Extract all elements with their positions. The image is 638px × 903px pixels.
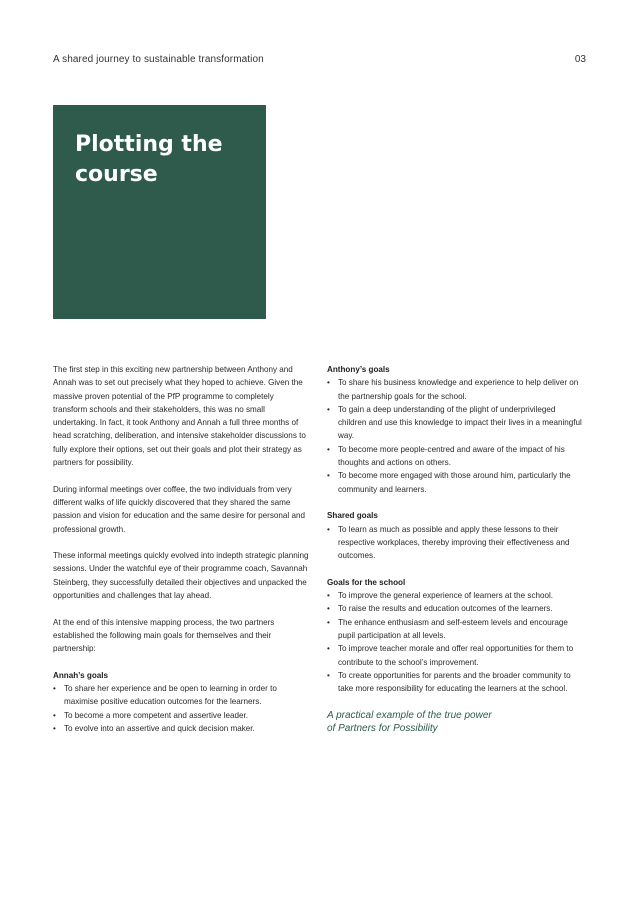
shared-goals-list: [327, 523, 585, 563]
list-item: • To create opportunities for parents and the broader community to take more responsibility for educating the learners at the school.: [327, 669, 585, 696]
annah-goals-list: [53, 682, 309, 735]
left-column: [53, 363, 309, 749]
body-paragraph: The first step in this exciting new partnership between Anthony and Annah was to set out precisely what they hoped to achieve. Given the massive proven potential of the PfP programme to completely transform schools and their stakeholders, this was no small undertaking. In fact, it took Anthony and Annah a full three months of head scratching, deliberation, and intensive stakeholder discussions to fully explore their options, set out their goals and plot their strategy as partners for possibility.: [53, 365, 306, 468]
page-number: 03: [574, 54, 586, 65]
list-item: • To raise the results and education outcomes of the learners.: [327, 602, 585, 615]
body-paragraph: At the end of this intensive mapping process, the two partners established the following main goals for themselves and their partnership:: [53, 617, 275, 654]
section-title-box: [53, 105, 266, 319]
shared-goals-heading: Shared goals: [327, 511, 378, 521]
list-item: • To share her experience and be open to learning in order to maximise positive education outcomes for the learners.: [53, 682, 309, 709]
body-paragraph: These informal meetings quickly evolved into indepth strategic planning sessions. Under the watchful eye of their programme coach, Savannah Steinberg, they successfully detailed their objectives and unpacked the opportunities and challenges that lay ahead.: [53, 551, 309, 601]
page-header-title: A shared journey to sustainable transformation: [53, 54, 264, 65]
list-item: • To gain a deep understanding of the plight of underprivileged children and use this knowledge to impact their lives in a meaningful way.: [327, 403, 585, 443]
list-item: • To evolve into an assertive and quick decision maker.: [53, 722, 309, 735]
list-item: • To improve teacher morale and offer real opportunities for them to contribute to the school’s improvement.: [327, 642, 585, 669]
body-paragraph: During informal meetings over coffee, the two individuals from very different walks of life quickly discovered that they shared the same passion and vision for education and the same desire for personal and professional growth.: [53, 484, 305, 534]
anthony-goals-heading: Anthony’s goals: [327, 365, 390, 374]
anthony-goals-list: [327, 376, 585, 496]
closing-callout: A practical example of the true power of Partners for Possibility: [327, 709, 492, 735]
list-item: • To become more engaged with those around him, particularly the community and learners.: [327, 469, 585, 496]
school-goals-heading: Goals for the school: [327, 577, 406, 587]
school-goals-list: [327, 589, 585, 695]
list-item: • To become a more competent and assertive leader.: [53, 709, 309, 722]
list-item: • The enhance enthusiasm and self-esteem levels and encourage pupil participation at all levels.: [327, 616, 585, 643]
section-title: Plotting the course: [75, 132, 223, 187]
list-item: • To learn as much as possible and apply these lessons to their respective workplaces, thereby improving their effectiveness and outcomes.: [327, 523, 585, 563]
list-item: • To become more people-centred and aware of the impact of his thoughts and actions on others.: [327, 443, 585, 470]
list-item: • To improve the general experience of learners at the school.: [327, 589, 585, 602]
right-column: [327, 363, 585, 736]
annah-goals-heading: Annah’s goals: [53, 670, 109, 680]
list-item: • To share his business knowledge and experience to help deliver on the partnership goals for the school.: [327, 376, 585, 403]
